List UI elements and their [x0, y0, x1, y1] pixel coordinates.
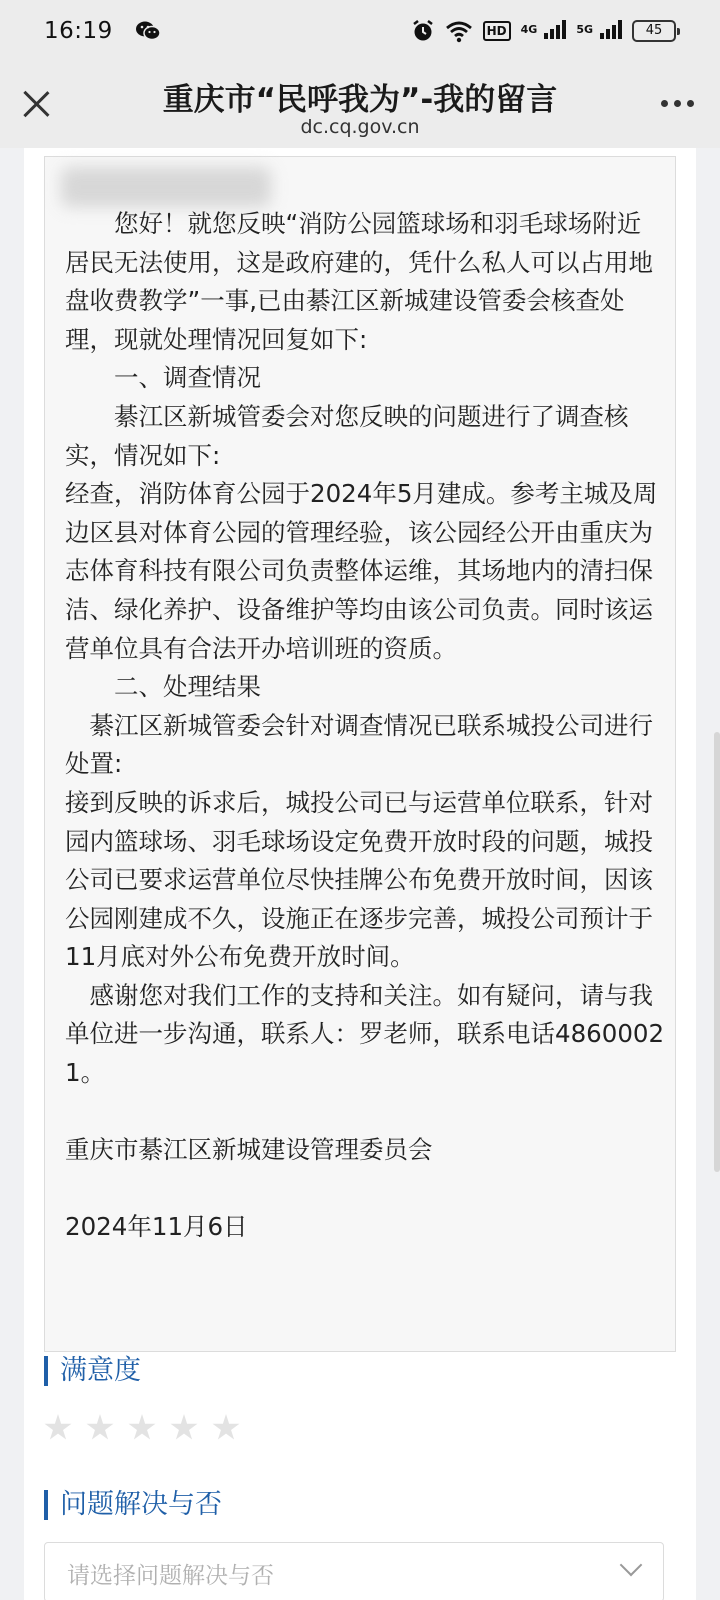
chevron-down-icon [620, 1554, 643, 1577]
status-icons [411, 19, 676, 43]
star-icon[interactable] [212, 1414, 240, 1442]
status-bar [0, 0, 720, 62]
page-url: dc.cq.gov.cn [300, 116, 420, 138]
resolved-heading: 问题解决与否 [44, 1490, 222, 1520]
star-icon[interactable] [44, 1414, 72, 1442]
star-icon[interactable] [86, 1414, 114, 1442]
title-bar [0, 62, 720, 148]
net-4g-label: 4G [520, 23, 538, 36]
hd-badge: HD [483, 21, 511, 41]
net-5g-label: 5G [576, 23, 593, 36]
more-icon[interactable] [661, 100, 694, 107]
main-content [24, 148, 696, 1600]
star-icon[interactable] [128, 1414, 156, 1442]
reply-card [44, 156, 676, 1352]
reply-text: 您好！就您反映“消防公园篮球场和羽毛球场附近居民无法使用，这是政府建的，凭什么私人可以占用地盘收费教学”一事,已由綦江区新城建设管委会核查处理，现就处理情况回复如下: 一、调查情况 綦江区新城管委会对您反映的问题进行了调查核实，情况如下: 经查，消防体育公园于2024年5月建成。参考主城及周边区县对体育公园的管理经验，该公园经公开由重庆为志体育科技有限公司负责整体运维，其场地内的清扫保洁、绿化养护、设备维护等均由该公司负责。同时该运营单位具有合法开办培训班的资质。 二、处理结果 綦江区新城管委会针对调查情况已联系城投公司进行处置: 接到反映的诉求后，城投公司已与运营单位联系，针对园内篮球场、羽毛球场设定免费开放时段的问题，城投公司已要求运营单位尽快挂牌公布免费开放时间，因该公园刚建成不久，设施正在逐步完善，城投公司预计于11月底对外公布免费开放时间。 感谢您对我们工作的支持和关注。如有疑问，请与我单位进一步沟通，联系人：罗老师，联系电话48600021。 重庆市綦江区新城建设管理委员会 2024年11月6日 [65, 209, 665, 1242]
wifi-icon [445, 19, 473, 43]
status-time: 16:19 [44, 18, 113, 44]
satisfaction-rating [44, 1414, 240, 1442]
signal-4g-icon [521, 19, 567, 43]
star-icon[interactable] [170, 1414, 198, 1442]
wechat-icon [135, 20, 161, 42]
resolved-select-placeholder: 请选择问题解决与否 [67, 1563, 274, 1589]
satisfaction-heading: 满意度 [44, 1356, 141, 1386]
alarm-icon [411, 19, 435, 43]
resolved-select[interactable] [44, 1542, 664, 1600]
redacted-name [61, 167, 271, 207]
signal-5g-icon [576, 19, 622, 43]
battery-icon: 45 [632, 20, 676, 42]
scrollbar[interactable] [714, 732, 720, 1172]
page-title: 重庆市“民呼我为”-我的留言 [162, 82, 558, 118]
